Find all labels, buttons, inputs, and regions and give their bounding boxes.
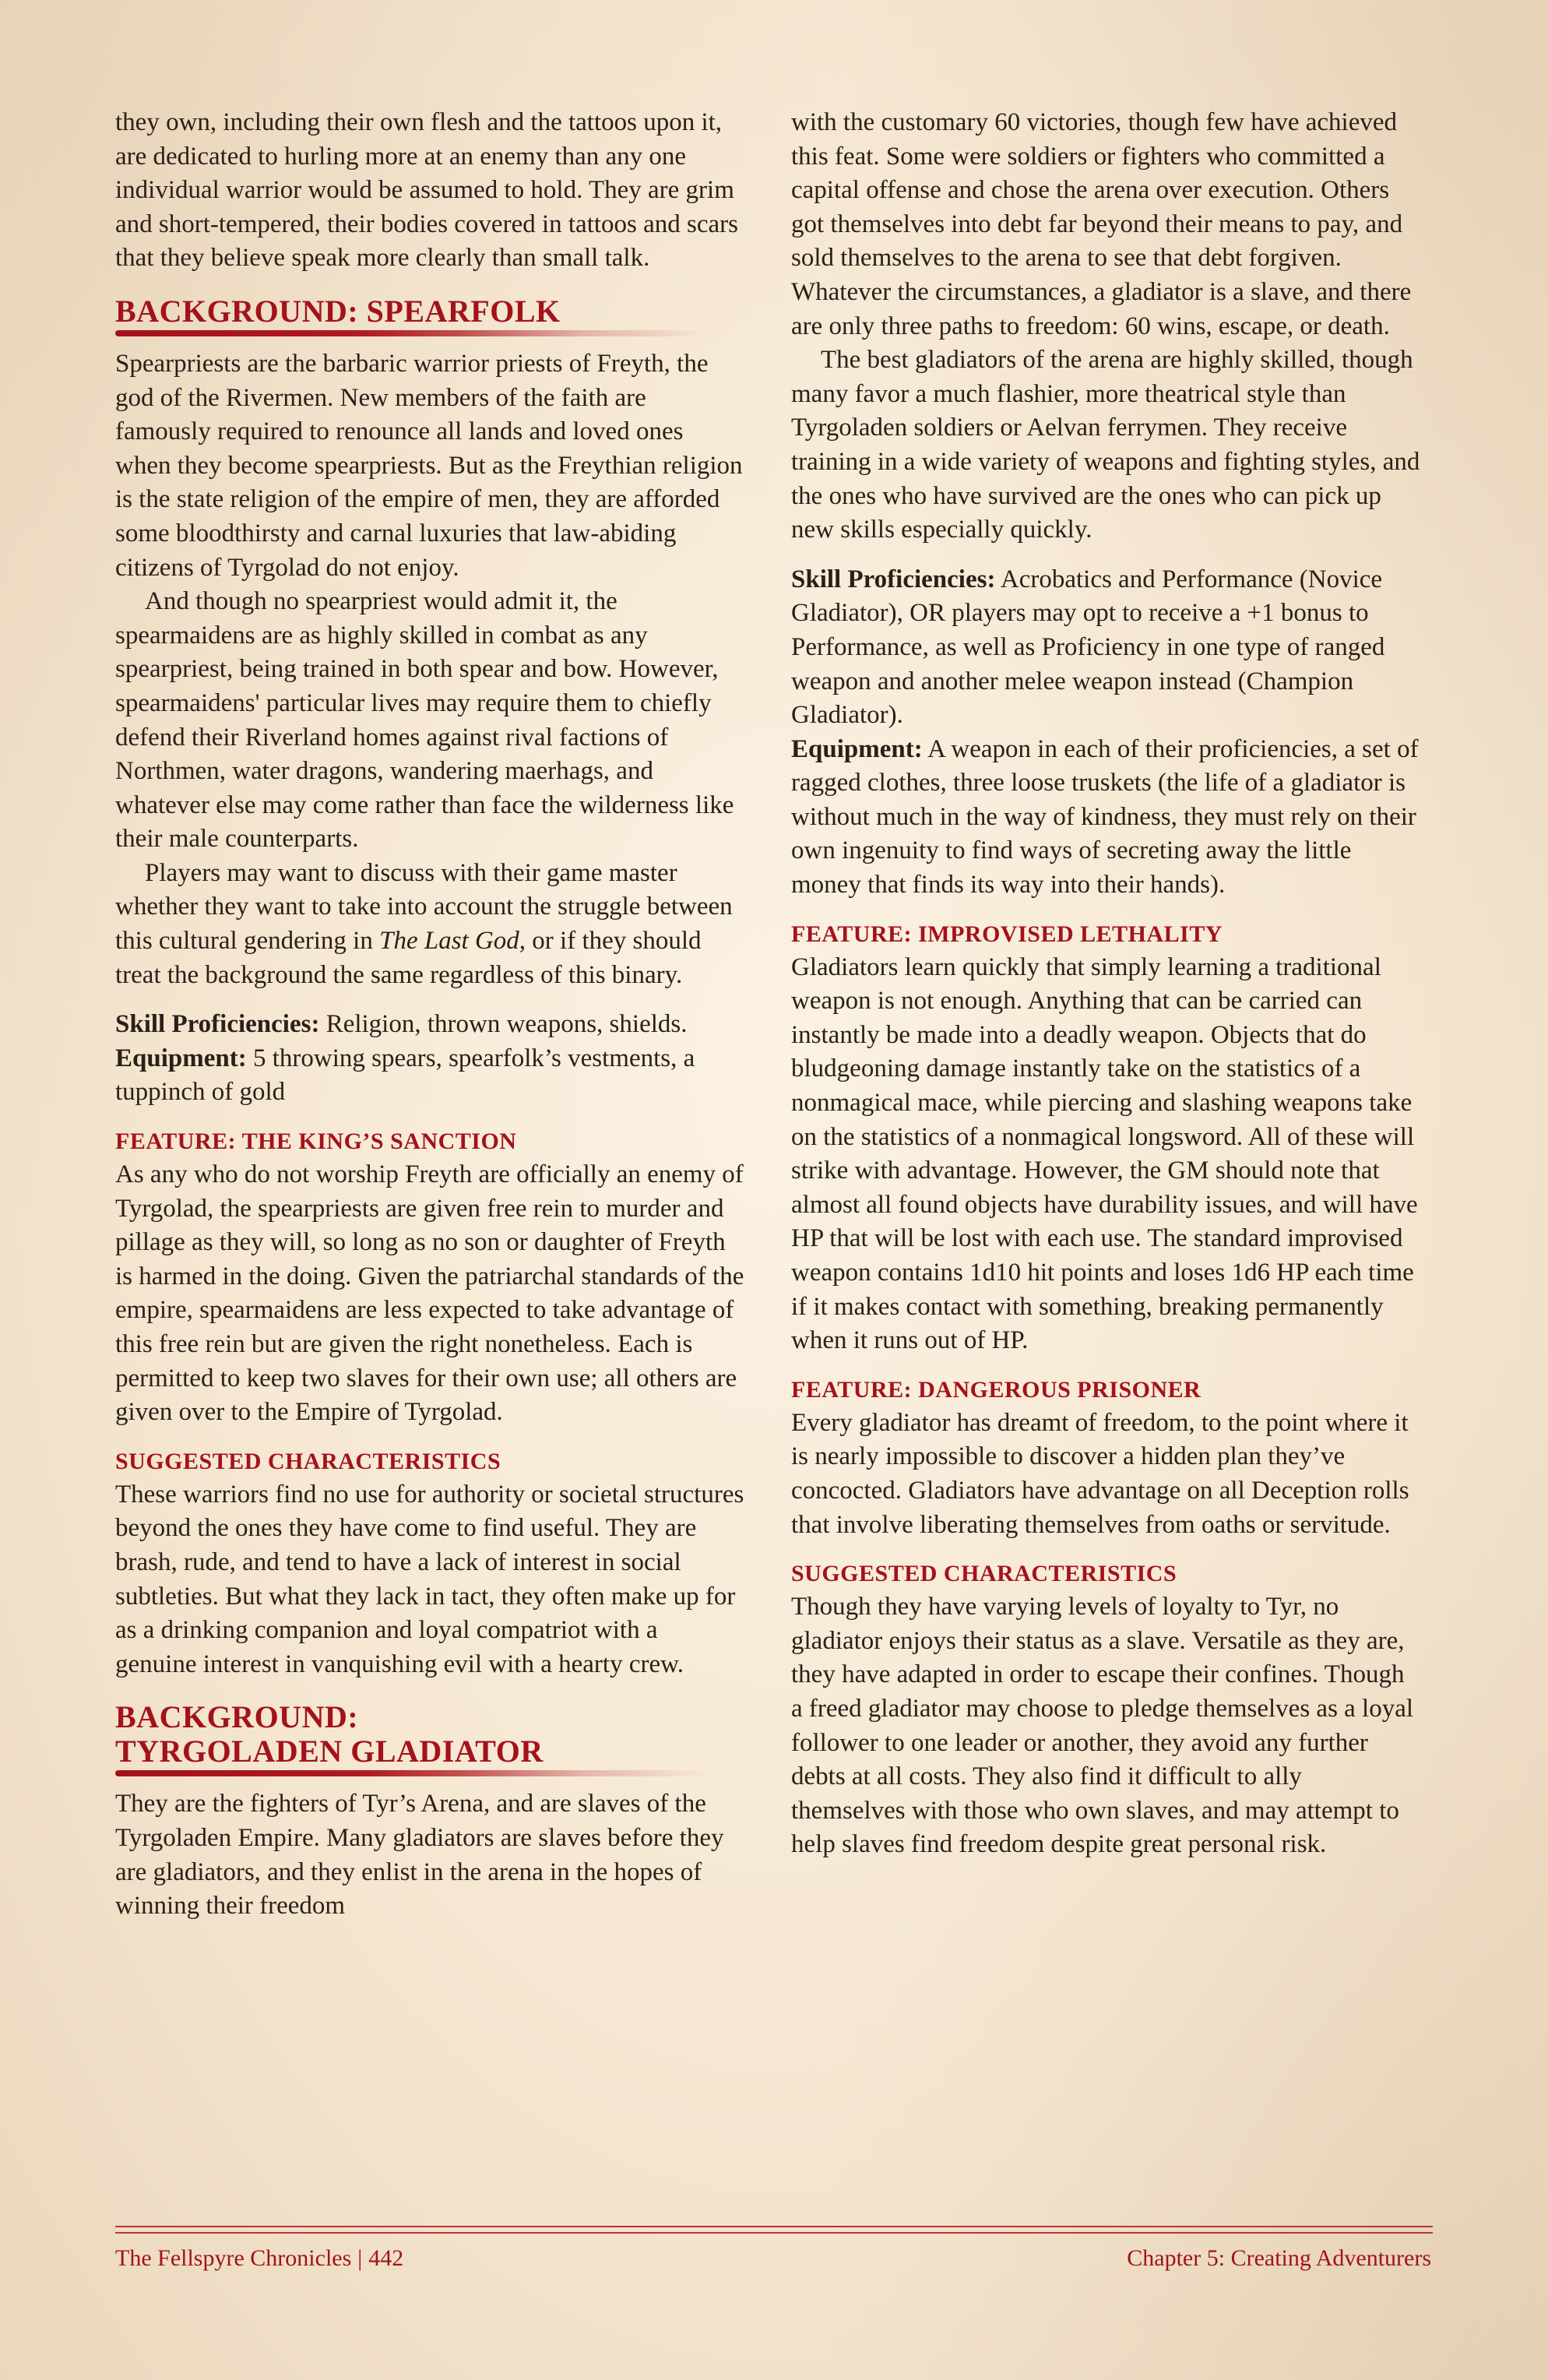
skills-label: Skill Proficiencies: xyxy=(791,565,996,593)
p3-text-before: Players may want to discuss with their game master whether they want to take into account the struggle between this cultural gendering in xyxy=(115,858,733,956)
gladiator-paragraph-1: They are the fighters of Tyr’s Arena, and are slaves of the Tyrgoladen Empire. Many gladiators are slaves before they are gladiators, and they enlist in the arena in the hopes of winning their freedom xyxy=(115,1790,724,1921)
p3-text-after: or if they should treat the background the same regardless of this binary. xyxy=(115,927,702,989)
feature-improvised-lethality-text: Gladiators learn quickly that simply learning a traditional weapon is not enough. Anything that can be carried can instantly be made into a deadly weapon. Objects that do bludgeoning damage instantly take on the statistics of a nonmagical mace, while piercing and slashing weapons take on the statistics of a nonmagical longsword. All of these will strike with advantage. However, the GM should note that almost all found objects have durability issues, and will have HP that will be lost with each use. The standard improvised weapon contains 1d10 hit points and loses 1d6 HP each time if it makes contact with something, breaking permanently when it runs out of HP. xyxy=(791,952,1418,1355)
footer-chapter: Chapter 5: Creating Adventurers xyxy=(1127,2245,1431,2271)
equipment-label: Equipment: xyxy=(115,1044,247,1072)
equipment-label: Equipment: xyxy=(791,734,923,763)
equipment-text: 5 throwing spears, spearfolk’s vestments, a tuppinch of gold xyxy=(115,1044,695,1107)
spearfolk-heading-block xyxy=(115,294,744,344)
equipment-text: A weapon in each of their proficiencies, a set of ragged clothes, three loose truskets (the life of a gladiator is without much in the way of kindness, they must rely on their own ingenuity to find ways of secreting away the little money that finds its way into their hands). xyxy=(791,734,1419,900)
gladiator-characteristics-heading: SUGGESTED CHARACTERISTICS xyxy=(791,1561,1177,1587)
spearfolk-equipment xyxy=(115,1042,744,1110)
footer-rule-top xyxy=(115,2226,1433,2227)
footer-book-info xyxy=(115,2244,403,2273)
feature-kings-sanction-text: As any who do not worship Freyth are officially an enemy of Tyrgolad, the spearpriests are given free rein to murder and pillage as they will, so long as no son or daughter of Freyth is harmed in the doing. Given the patriarchal standards of the empire, spearmaidens are less expected to take advantage of this free rein but are given the right nonetheless. Each is permitted to keep two slaves for their own use; all others are given over to the Empire of Tyrgolad. xyxy=(115,1160,744,1427)
spearfolk-skills xyxy=(115,1008,744,1042)
skills-label: Skill Proficiencies: xyxy=(115,1010,320,1039)
gladiator-paragraph-continued: with the customary 60 victories, though few have achieved this feat. Some were soldiers or fighters who committed a capital offense and chose the arena over execution. Others got themselves into debt far beyond their means to pay, and sold themselves to the arena to see that debt forgiven. Whatever the circumstances, a gladiator is a slave, and there are only three paths to freedom: 60 wins, escape, or death. xyxy=(791,108,1412,340)
feature-dangerous-prisoner-text: Every gladiator has dreamt of freedom, to the point where it is nearly impossible to discover a hidden plan they’ve concocted. Gladiators have advantage on all Deception rolls that involve liberating themselves from oaths or servitude. xyxy=(791,1408,1409,1539)
heading-brush-underline xyxy=(115,330,738,336)
gladiator-paragraph-2: The best gladiators of the arena are highly skilled, though many favor a much flashier, more theatrical style than Tyrgoladen soldiers or Aelvan ferrymen. They receive training in a wide variety of weapons and fighting styles, and the ones who have survived are the ones who can pick up new skills especially quickly. xyxy=(791,346,1420,544)
gladiator-heading-block xyxy=(115,1700,744,1784)
feature-improvised-lethality-heading: FEATURE: IMPROVISED LETHALITY xyxy=(791,921,1223,947)
feature-kings-sanction-heading: FEATURE: THE KING’S SANCTION xyxy=(115,1128,517,1155)
page-number: 442 xyxy=(368,2245,404,2271)
skills-text: Acrobatics and Performance (Novice Gladiator), OR players may opt to receive a +1 bonus to Performance, as well as Proficiency in one type of ranged weapon and another melee weapon instead (Champion Gladiator). xyxy=(791,565,1385,730)
spearfolk-paragraph-2: And though no spearpriest would admit it, the spearmaidens are as highly skilled in combat as any spearpriest, being trained in both spear and bow. However, spearmaidens' particular lives may require them to chiefly defend their Riverland homes against rival factions of Northmen, water dragons, wandering maerhags, and whatever else may come rather than face the wilderness like their male counterparts. xyxy=(115,587,734,854)
gladiator-heading-line-1: BACKGROUND: xyxy=(115,1699,359,1735)
heading-brush-underline xyxy=(115,1770,738,1776)
gladiator-skills xyxy=(791,563,1420,733)
footer-separator: | xyxy=(357,2245,363,2271)
footer-book-title: The Fellspyre Chronicles xyxy=(115,2245,352,2271)
spearfolk-paragraph-1: Spearpriests are the barbaric warrior priests of Freyth, the god of the Rivermen. New members of the faith are famously required to renounce all lands and loved ones when they become spearpriests. But as the Freythian religion is the state religion of the empire of men, they are afforded some bloodthirsty and carnal luxuries that law-abiding citizens of Tyrgolad do not enjoy. xyxy=(115,349,743,582)
right-column xyxy=(791,106,1420,1862)
spearfolk-heading: BACKGROUND: SPEARFOLK xyxy=(115,293,561,329)
intro-paragraph: they own, including their own flesh and the tattoos upon it, are dedicated to hurling more at an enemy than any one individual warrior would be assumed to hold. They are grim and short-tempered, their bodies covered in tattoos and scars that they believe speak more clearly than small talk. xyxy=(115,108,738,273)
gladiator-characteristics-text: Though they have varying levels of loyalty to Tyr, no gladiator enjoys their status as a slave. Versatile as they are, they have adapted in order to escape their confines. Though a freed gladiator may choose to pledge themselves as a loyal follower to one leader or another, they avoid any further debts at all costs. They also find it difficult to ally themselves with those who own slaves, and may attempt to help slaves find freedom despite great personal risk. xyxy=(791,1593,1414,1859)
left-column xyxy=(115,106,744,1924)
spearfolk-paragraph-3 xyxy=(115,857,744,992)
book-title-italic: The Last God, xyxy=(379,927,526,956)
gladiator-heading-line-2: TYRGOLADEN GLADIATOR xyxy=(115,1734,544,1769)
footer-rule-bottom xyxy=(115,2232,1433,2234)
skills-text: Religion, thrown weapons, shields. xyxy=(319,1010,688,1039)
feature-dangerous-prisoner-heading: FEATURE: DANGEROUS PRISONER xyxy=(791,1376,1201,1403)
gladiator-equipment xyxy=(791,733,1420,903)
spearfolk-characteristics-heading: SUGGESTED CHARACTERISTICS xyxy=(115,1448,501,1474)
spearfolk-characteristics-text: These warriors find no use for authority or societal structures beyond the ones they have come to find useful. They are brash, rude, and tend to have a lack of interest in social subtleties. But what they lack in tact, they often make up for as a drinking companion and loyal compatriot with a genuine interest in vanquishing evil with a hearty crew. xyxy=(115,1480,744,1678)
